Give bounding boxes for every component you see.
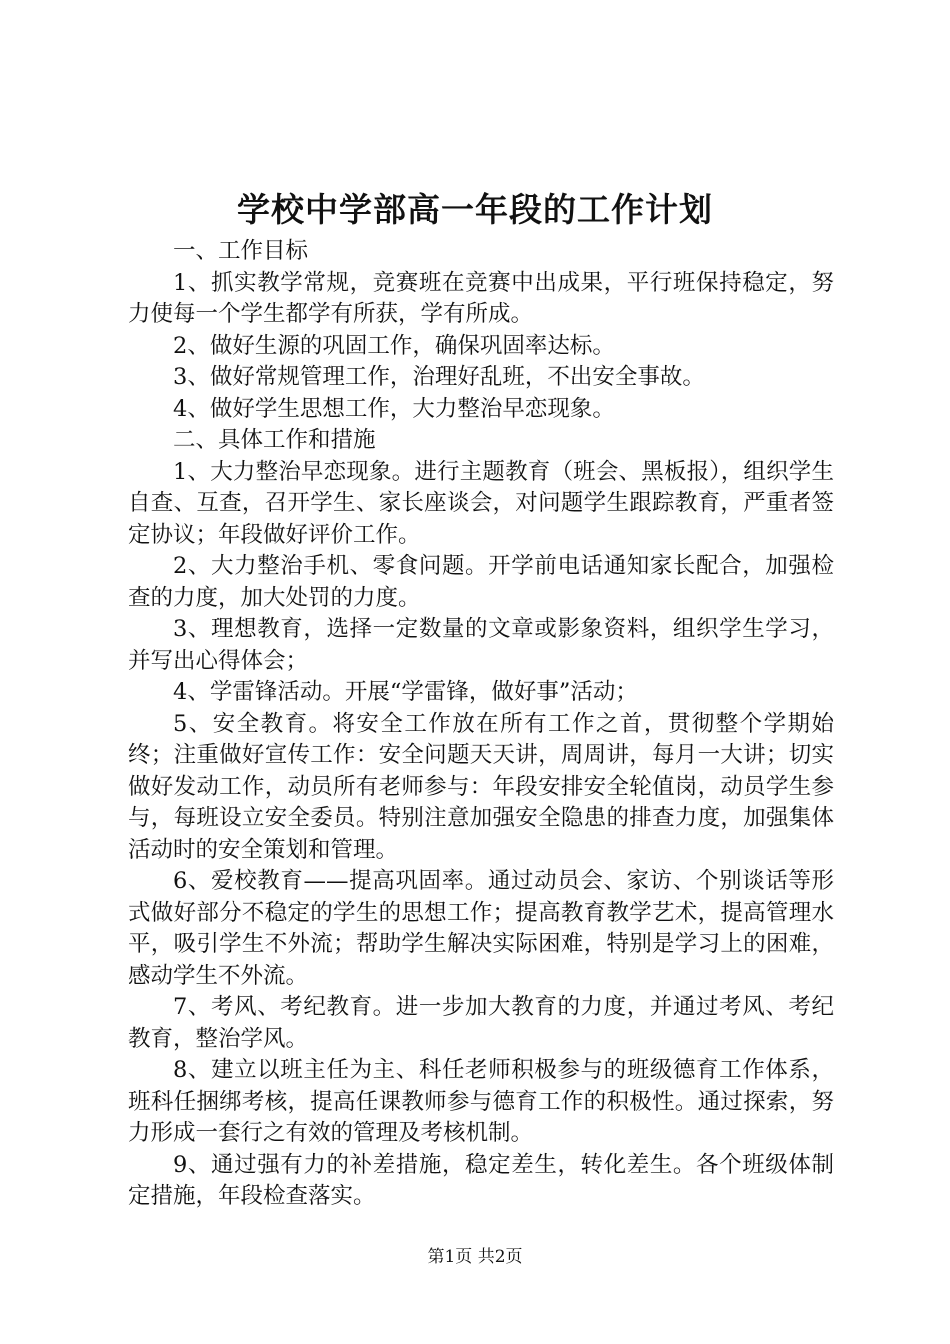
paragraph: 4、做好学生思想工作，大力整治早恋现象。 bbox=[173, 395, 615, 422]
document-body bbox=[128, 236, 834, 1213]
paragraph: 4、学雷锋活动。开展“学雷锋，做好事”活动； bbox=[173, 679, 638, 705]
paragraph: 5、安全教育。将安全工作放在所有工作之首，贯彻整个学期始终；注重做好宣传工作：安全问题天天讲，周周讲，每月一大讲；切实做好发动工作，动员所有老师参与：年段安排安全轮值岗，动员学生参与，每班设立安全委员。特别注意加强安全隐患的排查力度，加强集体活动时的安全策划和管理。 bbox=[128, 710, 834, 863]
paragraph: 2、大力整治手机、零食问题。开学前电话通知家长配合，加强检查的力度，加大处罚的力度。 bbox=[128, 553, 834, 611]
paragraph: 6、爱校教育——提高巩固率。通过动员会、家访、个别谈话等形式做好部分不稳定的学生的思想工作；提高教育教学艺术，提高管理水平，吸引学生不外流；帮助学生解决实际困难，特别是学习上的困难，感动学生不外流。 bbox=[128, 868, 834, 989]
section-heading-goals: 一、工作目标 bbox=[173, 238, 309, 264]
paragraph: 9、通过强有力的补差措施，稳定差生，转化差生。各个班级体制定措施，年段检查落实。 bbox=[128, 1151, 834, 1209]
page-number-footer: 第1页 共2页 bbox=[427, 1247, 523, 1267]
paragraph: 1、大力整治早恋现象。进行主题教育（班会、黑板报），组织学生自查、互查，召开学生、家长座谈会，对问题学生跟踪教育，严重者签定协议；年段做好评价工作。 bbox=[128, 458, 834, 548]
document-title: 学校中学部高一年段的工作计划 bbox=[237, 190, 713, 229]
section-heading-measures: 二、具体工作和措施 bbox=[173, 427, 376, 453]
paragraph: 7、考风、考纪教育。进一步加大教育的力度，并通过考风、考纪教育，整治学风。 bbox=[128, 994, 834, 1052]
paragraph: 1、抓实教学常规，竞赛班在竞赛中出成果，平行班保持稳定，努力使每一个学生都学有所获，学有所成。 bbox=[128, 269, 834, 327]
paragraph: 2、做好生源的巩固工作，确保巩固率达标。 bbox=[173, 332, 615, 359]
paragraph: 3、做好常规管理工作，治理好乱班，不出安全事故。 bbox=[173, 364, 705, 390]
paragraph: 3、理想教育，选择一定数量的文章或影象资料，组织学生学习，并写出心得体会； bbox=[128, 616, 834, 674]
paragraph: 8、建立以班主任为主、科任老师积极参与的班级德育工作体系，班科任捆绑考核，提高任课教师参与德育工作的积极性。通过探索，努力形成一套行之有效的管理及考核机制。 bbox=[128, 1057, 834, 1146]
